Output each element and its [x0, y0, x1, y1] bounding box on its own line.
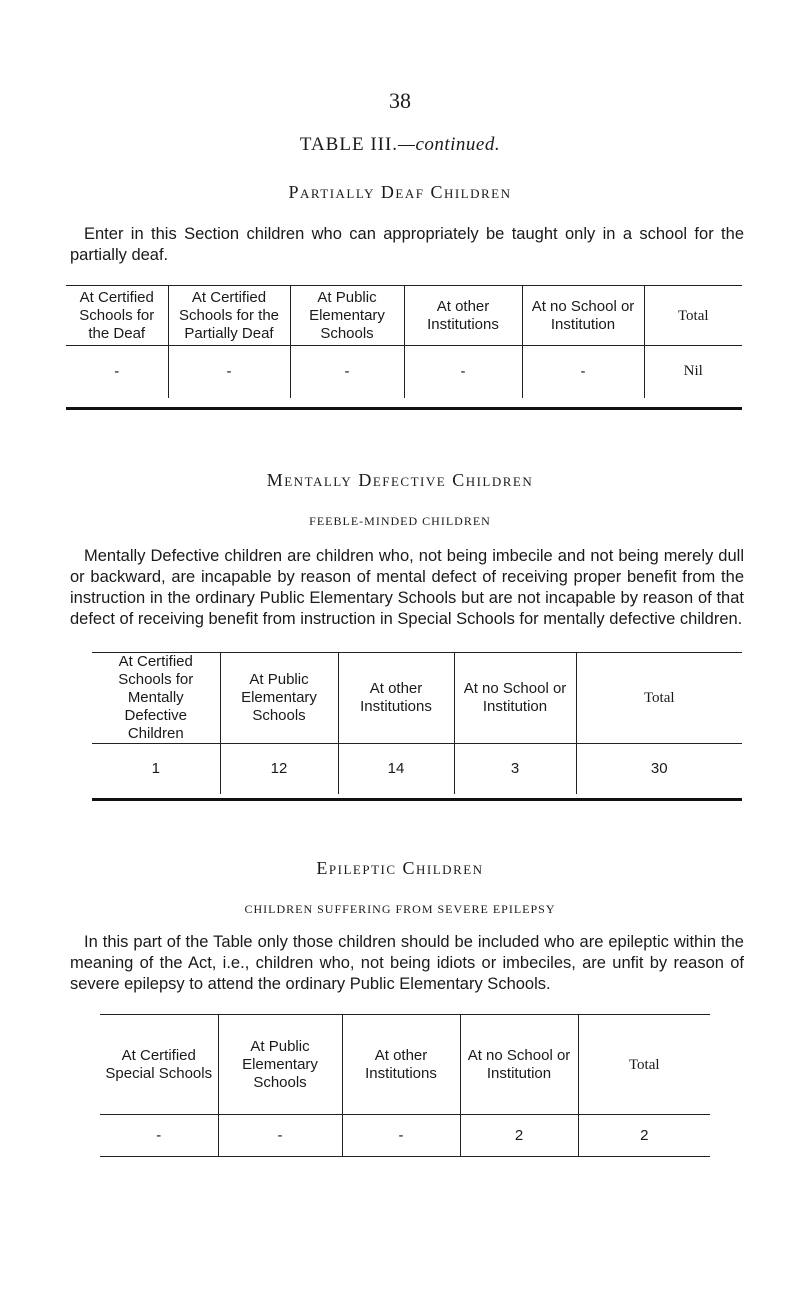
mentally-defective-table	[92, 652, 742, 794]
mentally-defective-heading: Mentally Defective Children	[266, 470, 534, 490]
table-cell: -	[404, 346, 522, 398]
column-header: At Public Elementary Schools	[290, 286, 404, 346]
column-header: At Certified Schools for Mentally Defective Children	[118, 653, 194, 742]
table-cell: -	[156, 1127, 162, 1144]
table-cell: -	[114, 363, 120, 381]
table-cell: 12	[220, 744, 338, 794]
table-rule	[92, 798, 742, 801]
column-header: At Public Elementary Schools	[220, 653, 338, 744]
table-rule	[66, 407, 742, 410]
column-header: At other Institutions	[342, 1015, 460, 1115]
table-title-main: TABLE III.	[299, 134, 399, 155]
table-cell: -	[342, 1115, 460, 1157]
column-header: Total	[576, 653, 742, 744]
column-header: At Certified Schools for the Deaf	[79, 288, 155, 342]
partially-deaf-intro: Enter in this Section children who can appropriately be taught only in a school for the partially deaf.	[70, 225, 744, 264]
column-header: Total	[578, 1015, 710, 1115]
table-cell: -	[218, 1115, 342, 1157]
epileptic-table	[100, 1014, 710, 1157]
table-cell: 2	[578, 1115, 710, 1157]
table-cell: 14	[338, 744, 454, 794]
table-cell: 1	[151, 760, 160, 778]
column-header: At no School or Institution	[460, 1015, 578, 1115]
table-cell: -	[290, 346, 404, 398]
column-header: At no School or Institution	[454, 653, 576, 744]
table-title	[0, 134, 800, 156]
page-number: 38	[389, 88, 411, 113]
column-header: At Public Elementary Schools	[218, 1015, 342, 1115]
column-header: At other Institutions	[338, 653, 454, 744]
epileptic-subheading: CHILDREN SUFFERING FROM SEVERE EPILEPSY	[244, 902, 556, 916]
table-cell: -	[168, 346, 290, 398]
table-title-suffix: —continued.	[398, 134, 501, 155]
table-cell: 2	[460, 1115, 578, 1157]
column-header: At no School or Institution	[522, 286, 644, 346]
mentally-defective-intro: Mentally Defective children are children who, not being imbecile and not being merely dull or backward, are incapable by reason of mental defect of receiving proper benefit from the instruction in the ordinary Public Elementary Schools but are not incapable by reason of that defect of receiving benefit from instruction in Special Schools for mentally defective children.	[70, 547, 744, 628]
column-header: Total	[644, 286, 742, 346]
table-cell: 30	[576, 744, 742, 794]
column-header: At Certified Special Schools	[105, 1046, 213, 1082]
mentally-defective-subheading: FEEBLE-MINDED CHILDREN	[309, 514, 491, 528]
epileptic-intro: In this part of the Table only those children should be included who are epileptic within the meaning of the Act, i.e., children who, not being idiots or imbeciles, are unfit by reason of severe epilepsy to attend the ordinary Public Elementary Schools.	[70, 933, 744, 993]
table-cell: 3	[454, 744, 576, 794]
partially-deaf-heading: Partially Deaf Children	[288, 182, 512, 202]
column-header: At Certified Schools for the Partially Deaf	[168, 286, 290, 346]
table-cell: Nil	[644, 346, 742, 398]
table-cell: -	[522, 346, 644, 398]
column-header: At other Institutions	[404, 286, 522, 346]
partially-deaf-table	[66, 285, 742, 398]
epileptic-heading: Epileptic Children	[316, 858, 484, 878]
